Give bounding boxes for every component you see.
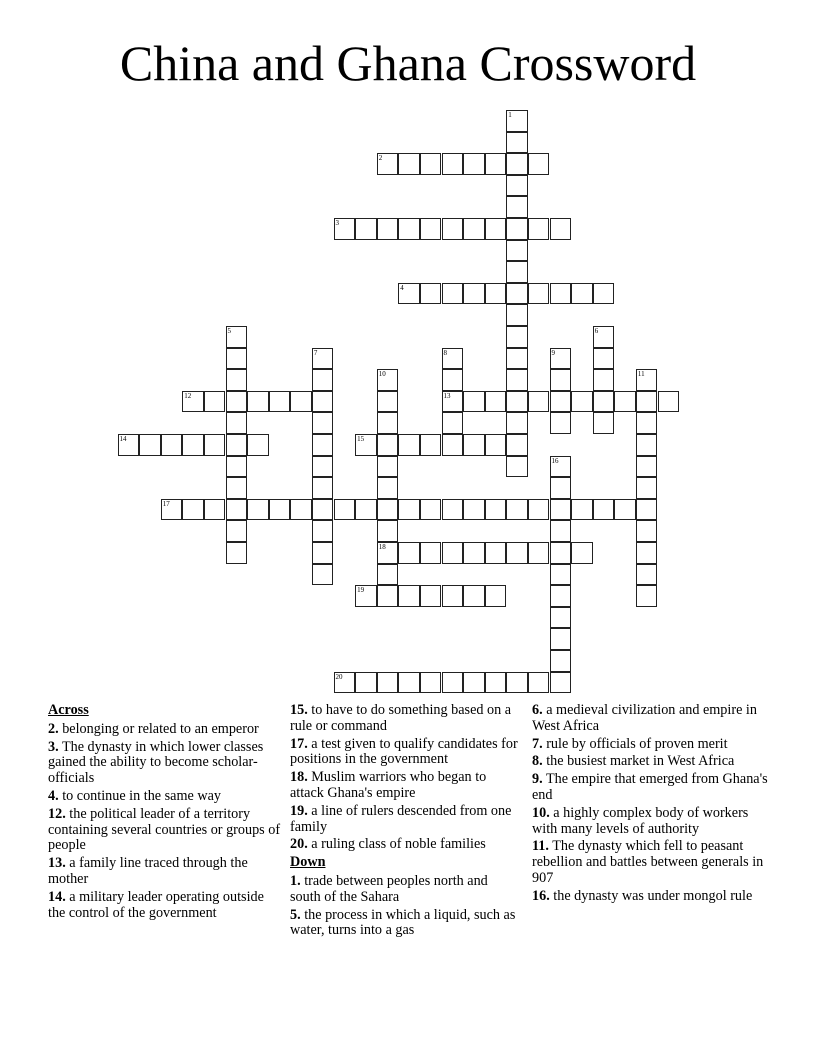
grid-cell[interactable] [398, 542, 420, 564]
clue-across-3: 3. The dynasty in which lower classes gained the ability to become scholar-officials [48, 738, 264, 787]
clue-number-18: 18 [378, 543, 386, 551]
grid-cell[interactable] [442, 283, 464, 305]
clue-number-5: 5 [227, 327, 231, 335]
grid-cell[interactable] [312, 412, 334, 434]
grid-cell[interactable] [550, 283, 572, 305]
grid-cell[interactable] [247, 499, 269, 521]
clue-across-20: 20. a ruling class of noble families [290, 836, 486, 853]
grid-cell[interactable] [226, 348, 248, 370]
grid-cell[interactable] [485, 391, 507, 413]
grid-cell[interactable] [636, 585, 658, 607]
grid-cell[interactable] [226, 542, 248, 564]
grid-cell[interactable] [226, 412, 248, 434]
grid-cell[interactable] [463, 542, 485, 564]
grid-cell[interactable] [182, 499, 204, 521]
grid-cell[interactable] [593, 499, 615, 521]
grid-cell[interactable] [485, 585, 507, 607]
grid-cell[interactable] [226, 434, 248, 456]
grid-cell[interactable] [226, 456, 248, 478]
grid-cell[interactable] [463, 585, 485, 607]
grid-cell[interactable] [636, 564, 658, 586]
grid-cell[interactable] [506, 196, 528, 218]
grid-cell[interactable] [226, 369, 248, 391]
grid-cell[interactable] [614, 499, 636, 521]
grid-cell[interactable] [442, 369, 464, 391]
grid-cell[interactable] [528, 672, 550, 694]
grid-cell[interactable] [485, 218, 507, 240]
clue-number-19: 19 [357, 586, 365, 595]
grid-cell[interactable] [463, 434, 485, 456]
grid-cell[interactable] [269, 391, 291, 413]
grid-cell[interactable] [420, 434, 442, 456]
grid-cell[interactable] [528, 542, 550, 564]
grid-cell[interactable] [442, 412, 464, 434]
grid-cell[interactable] [442, 434, 464, 456]
grid-cell[interactable] [182, 434, 204, 456]
grid-cell[interactable] [355, 672, 377, 694]
grid-cell[interactable] [506, 542, 528, 564]
clue-down-1: 1. trade between peoples north and south of the Sahara [290, 872, 488, 905]
grid-cell[interactable] [506, 326, 528, 348]
clue-number-6: 6 [594, 327, 599, 335]
grid-cell[interactable] [571, 499, 593, 521]
grid-cell[interactable] [463, 499, 485, 521]
clue-down-6: 6. a medieval civilization and empire in West Africa [532, 702, 757, 734]
down-heading: Down [290, 854, 326, 871]
grid-cell[interactable] [506, 283, 528, 305]
clue-down-7: 7. rule by officials of proven merit [532, 735, 728, 752]
clue-number-2: 2 [378, 154, 383, 163]
grid-cell[interactable] [636, 391, 658, 413]
grid-cell[interactable] [485, 499, 507, 521]
grid-cell[interactable] [420, 585, 442, 607]
grid-cell[interactable] [398, 585, 420, 607]
grid-cell[interactable] [204, 434, 226, 456]
grid-cell[interactable] [550, 369, 572, 391]
clue-across-12: 12. the political leader of a territory containing several countries or groups of people [48, 805, 281, 854]
grid-cell[interactable] [204, 391, 226, 413]
grid-cell[interactable] [593, 369, 615, 391]
clue-number-17: 17 [162, 499, 170, 508]
clue-number-12: 12 [184, 391, 192, 400]
clue-number-20: 20 [335, 672, 343, 681]
clue-across-19: 19. a line of rulers descended from one family [290, 802, 512, 835]
clue-down-16: 16. the dynasty was under mongol rule [532, 887, 753, 904]
grid-cell[interactable] [161, 434, 183, 456]
grid-cell[interactable] [269, 499, 291, 521]
grid-cell[interactable] [506, 218, 528, 240]
clue-number-9: 9 [551, 348, 555, 357]
clue-across-13: 13. a family line traced through the mother [48, 855, 248, 887]
grid-cell[interactable] [463, 153, 485, 175]
grid-cell[interactable] [485, 283, 507, 305]
grid-cell[interactable] [312, 520, 334, 542]
grid-cell[interactable] [398, 434, 420, 456]
grid-cell[interactable] [226, 520, 248, 542]
grid-cell[interactable] [139, 434, 161, 456]
clue-number-1: 1 [508, 111, 512, 119]
grid-cell[interactable] [593, 412, 615, 434]
grid-cell[interactable] [593, 391, 615, 413]
grid-cell[interactable] [420, 499, 442, 521]
grid-cell[interactable] [312, 542, 334, 564]
grid-cell[interactable] [420, 672, 442, 694]
grid-cell[interactable] [485, 153, 507, 175]
grid-cell[interactable] [528, 153, 550, 175]
grid-cell[interactable] [420, 153, 442, 175]
clue-column-3 [532, 703, 768, 907]
grid-cell[interactable] [550, 672, 572, 694]
grid-cell[interactable] [377, 391, 399, 413]
grid-cell[interactable] [377, 564, 399, 586]
grid-cell[interactable] [528, 218, 550, 240]
grid-cell[interactable] [550, 218, 572, 240]
grid-cell[interactable] [226, 499, 248, 521]
grid-cell[interactable] [226, 391, 248, 413]
clue-across-14: 14. a military leader operating outside the control of the government [48, 888, 264, 921]
grid-cell[interactable] [442, 585, 464, 607]
clue-across-15: 15. to have to do something based on a rule or command [290, 702, 512, 734]
grid-cell[interactable] [550, 520, 572, 542]
grid-cell[interactable] [506, 348, 528, 370]
grid-cell[interactable] [463, 283, 485, 305]
grid-cell[interactable] [420, 283, 442, 305]
grid-cell[interactable] [377, 520, 399, 542]
grid-cell[interactable] [226, 477, 248, 499]
grid-cell[interactable] [636, 520, 658, 542]
grid-cell[interactable] [571, 391, 593, 413]
grid-cell[interactable] [550, 585, 572, 607]
grid-cell[interactable] [506, 240, 528, 262]
grid-cell[interactable] [377, 499, 399, 521]
grid-cell[interactable] [334, 499, 356, 521]
grid-cell[interactable] [506, 261, 528, 283]
grid-cell[interactable] [377, 412, 399, 434]
grid-cell[interactable] [355, 499, 377, 521]
grid-cell[interactable] [550, 628, 572, 650]
page-title: China and Ghana Crossword [119, 35, 697, 91]
grid-cell[interactable] [593, 348, 615, 370]
clue-column-1 [48, 703, 284, 923]
grid-cell[interactable] [485, 542, 507, 564]
grid-cell[interactable] [377, 218, 399, 240]
across-heading: Across [48, 702, 89, 718]
grid-cell[interactable] [355, 218, 377, 240]
grid-cell[interactable] [550, 564, 572, 586]
grid-cell[interactable] [506, 412, 528, 434]
clue-down-8: 8. the busiest market in West Africa [532, 753, 735, 770]
grid-cell[interactable] [550, 391, 572, 413]
grid-cell[interactable] [377, 585, 399, 607]
grid-cell[interactable] [377, 456, 399, 478]
grid-cell[interactable] [420, 218, 442, 240]
grid-cell[interactable] [312, 434, 334, 456]
grid-cell[interactable] [506, 132, 528, 154]
grid-cell[interactable] [204, 499, 226, 521]
grid-cell[interactable] [636, 456, 658, 478]
grid-cell[interactable] [398, 499, 420, 521]
clue-column-2 [290, 703, 518, 941]
clue-across-4: 4. to continue in the same way [48, 787, 221, 804]
grid-cell[interactable] [528, 391, 550, 413]
grid-cell[interactable] [528, 499, 550, 521]
grid-cell[interactable] [398, 218, 420, 240]
grid-cell[interactable] [247, 391, 269, 413]
grid-cell[interactable] [506, 175, 528, 197]
grid-cell[interactable] [485, 434, 507, 456]
grid-cell[interactable] [442, 218, 464, 240]
grid-cell[interactable] [550, 477, 572, 499]
grid-cell[interactable] [290, 391, 312, 413]
grid-cell[interactable] [550, 650, 572, 672]
grid-cell[interactable] [442, 542, 464, 564]
grid-cell[interactable] [506, 153, 528, 175]
grid-cell[interactable] [290, 499, 312, 521]
grid-cell[interactable] [636, 412, 658, 434]
grid-cell[interactable] [506, 391, 528, 413]
grid-cell[interactable] [593, 283, 615, 305]
grid-cell[interactable] [506, 499, 528, 521]
clue-down-11: 11. The dynasty which fell to peasant rebellion and battles between generals in 907 [532, 838, 764, 886]
grid-cell[interactable] [463, 218, 485, 240]
grid-cell[interactable] [506, 434, 528, 456]
grid-cell[interactable] [312, 499, 334, 521]
clue-across-2: 2. belonging or related to an emperor [48, 720, 259, 737]
grid-cell[interactable] [485, 672, 507, 694]
grid-cell[interactable] [398, 153, 420, 175]
grid-cell[interactable] [658, 391, 680, 413]
clue-across-18: 18. Muslim warriors who began to attack Ghana's empire [290, 769, 487, 801]
clue-number-16: 16 [551, 456, 559, 465]
clue-number-4: 4 [400, 283, 404, 292]
clue-across-17: 17. a test given to qualify candidates for positions in the government [290, 735, 518, 768]
grid-cell[interactable] [442, 153, 464, 175]
grid-cell[interactable] [506, 304, 528, 326]
clue-down-9: 9. The empire that emerged from Ghana's end [532, 771, 768, 803]
grid-cell[interactable] [247, 434, 269, 456]
grid-cell[interactable] [312, 456, 334, 478]
grid-cell[interactable] [528, 283, 550, 305]
grid-cell[interactable] [636, 477, 658, 499]
grid-cell[interactable] [550, 542, 572, 564]
grid-cell[interactable] [550, 499, 572, 521]
grid-cell[interactable] [636, 434, 658, 456]
grid-cell[interactable] [442, 499, 464, 521]
clue-down-5: 5. the process in which a liquid, such as water, turns into a gas [290, 906, 516, 939]
clue-number-10: 10 [378, 370, 386, 379]
clue-number-7: 7 [313, 348, 318, 357]
grid-cell[interactable] [550, 607, 572, 629]
grid-cell[interactable] [377, 434, 399, 456]
grid-cell[interactable] [312, 477, 334, 499]
clue-number-15: 15 [357, 435, 365, 443]
grid-cell[interactable] [506, 456, 528, 478]
grid-cell[interactable] [377, 477, 399, 499]
grid-cell[interactable] [463, 672, 485, 694]
grid-cell[interactable] [550, 412, 572, 434]
grid-cell[interactable] [463, 391, 485, 413]
grid-cell[interactable] [614, 391, 636, 413]
grid-cell[interactable] [506, 672, 528, 694]
grid-cell[interactable] [442, 672, 464, 694]
grid-cell[interactable] [398, 672, 420, 694]
clue-down-10: 10. a highly complex body of workers with many levels of authority [532, 804, 749, 837]
grid-cell[interactable] [420, 542, 442, 564]
grid-cell[interactable] [377, 672, 399, 694]
clue-number-3: 3 [335, 219, 339, 227]
grid-cell[interactable] [312, 391, 334, 413]
grid-cell[interactable] [571, 542, 593, 564]
grid-cell[interactable] [636, 499, 658, 521]
clue-number-13: 13 [443, 391, 451, 400]
grid-cell[interactable] [312, 369, 334, 391]
clue-number-8: 8 [443, 348, 447, 357]
grid-cell[interactable] [506, 369, 528, 391]
grid-cell[interactable] [571, 283, 593, 305]
clue-number-11: 11 [637, 370, 645, 379]
grid-cell[interactable] [636, 542, 658, 564]
grid-cell[interactable] [312, 564, 334, 586]
clue-number-14: 14 [119, 435, 127, 443]
